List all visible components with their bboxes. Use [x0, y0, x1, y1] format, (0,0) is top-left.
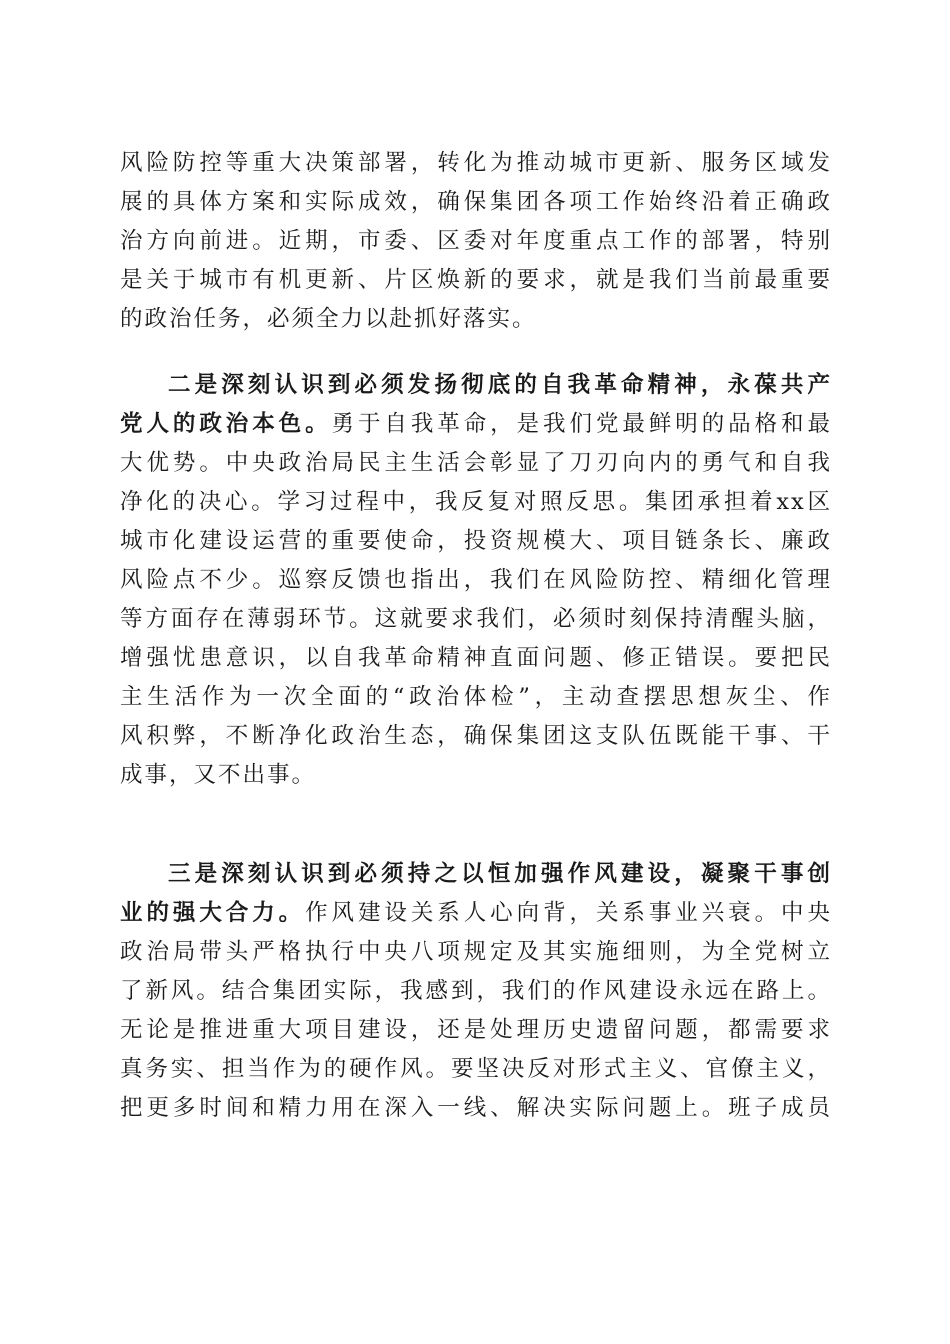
text-run: 是关于城市有机更新、片区焕新的要求，就是我们当前最重要 [120, 267, 832, 293]
paragraph-line [120, 894, 832, 933]
paragraph-line [120, 483, 832, 522]
paragraph-1 [120, 144, 832, 339]
heading-run: 三是深刻认识到必须持之以恒加强作风建设，凝聚干事创 [168, 861, 832, 887]
text-run: 展的具体方案和实际成效，确保集团各项工作始终沿着正确政 [120, 189, 832, 215]
heading-run: 业的强大合力。 [120, 900, 306, 926]
paragraph-line [120, 639, 832, 678]
text-run: 把更多时间和精力用在深入一线、解决实际问题上。班子成员 [120, 1095, 832, 1121]
text-run: 了新风。结合集团实际，我感到，我们的作风建设永远在路上。 [120, 978, 832, 1004]
paragraph-line [120, 222, 832, 261]
paragraph-line [120, 144, 832, 183]
heading-run: 党人的政治本色。 [120, 411, 332, 437]
paragraph-line [120, 300, 832, 339]
text-run: 政治局带头严格执行中央八项规定及其实施细则，为全党树立 [120, 939, 832, 965]
paragraph-line [120, 933, 832, 972]
text-run: 大优势。中央政治局民主生活会彰显了刀刃向内的勇气和自我 [120, 450, 832, 476]
paragraph-line [120, 600, 832, 639]
paragraph-line [120, 183, 832, 222]
paragraph-line [120, 444, 832, 483]
paragraph-2 [120, 366, 832, 795]
paragraph-line [120, 366, 832, 405]
paragraph-line [120, 717, 832, 756]
text-run: 增强忧患意识，以自我革命精神直面问题、修正错误。要把民 [120, 645, 832, 671]
paragraph-line [120, 561, 832, 600]
paragraph-line [120, 855, 832, 894]
text-run: 主生活作为一次全面的“政治体检”，主动查摆思想灰尘、作 [120, 684, 832, 710]
text-run: 作风建设关系人心向背，关系事业兴衰。中央 [305, 900, 832, 926]
paragraph-line [120, 1050, 832, 1089]
text-run: 真务实、担当作为的硬作风。要坚决反对形式主义、官僚主义， [120, 1056, 832, 1082]
text-run: 治方向前进。近期，市委、区委对年度重点工作的部署，特别 [120, 228, 832, 254]
text-run: 风险点不少。巡察反馈也指出，我们在风险防控、精细化管理 [120, 567, 832, 593]
text-run: 勇于自我革命，是我们党最鲜明的品格和最 [331, 411, 832, 437]
paragraph-line [120, 756, 832, 795]
text-run: 净化的决心。学习过程中，我反复对照反思。集团承担着xx区 [120, 489, 832, 515]
text-run: 成事，又不出事。 [120, 762, 317, 788]
text-run: 风积弊，不断净化政治生态，确保集团这支队伍既能干事、干 [120, 723, 832, 749]
text-run: 无论是推进重大项目建设，还是处理历史遗留问题，都需要求 [120, 1017, 832, 1043]
text-run: 城市化建设运营的重要使命，投资规模大、项目链条长、廉政 [120, 528, 832, 554]
text-run: 等方面存在薄弱环节。这就要求我们，必须时刻保持清醒头脑， [120, 606, 832, 632]
paragraph-line [120, 405, 832, 444]
paragraph-line [120, 261, 832, 300]
paragraph-3 [120, 855, 832, 1128]
paragraph-line [120, 1089, 832, 1128]
paragraph-line [120, 678, 832, 717]
paragraph-line [120, 522, 832, 561]
text-run: 的政治任务，必须全力以赴抓好落实。 [120, 306, 537, 332]
paragraph-line [120, 1011, 832, 1050]
paragraph-line [120, 972, 832, 1011]
heading-run: 二是深刻认识到必须发扬彻底的自我革命精神，永葆共产 [168, 372, 832, 398]
text-run: 风险防控等重大决策部署，转化为推动城市更新、服务区域发 [120, 150, 832, 176]
